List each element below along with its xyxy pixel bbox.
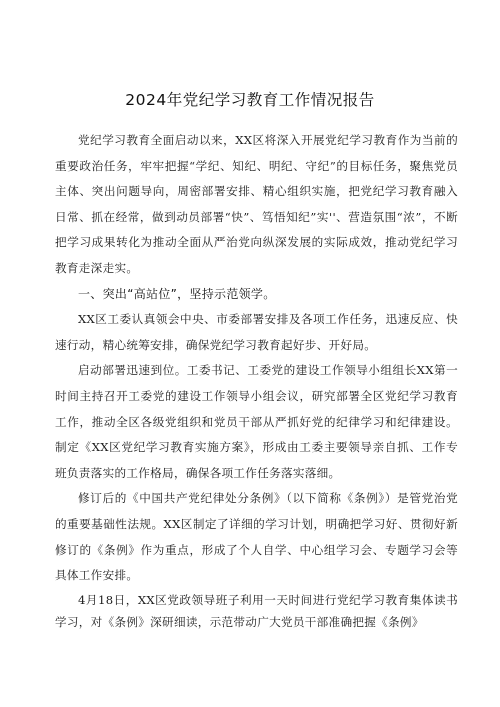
section-heading-1: 一、突出“高站位”，坚持示范领学。 <box>78 286 276 301</box>
paragraph-1: XX区工委认真领会中央、市委部署安排及各项工作任务，迅速反应、快速行动，精心统筹安排，确保党纪学习教育起好步、开好局。 <box>55 312 458 352</box>
paragraph-4: 4月18日，XX区党政领导班子利用一天时间进行党纪学习教育集体读书学习，对《条例》深研细读，示范带动广大党员干部准确把握《条例》 <box>55 592 458 629</box>
document-body <box>55 128 458 633</box>
document-title: 2024年党纪学习教育工作情况报告 <box>125 91 375 109</box>
paragraph-3: 修订后的《中国共产党纪律处分条例》（以下简称《条例》）是管党治党的重要基础性法规。XX区制定了详细的学习计划，明确把学习好、贯彻好新修订的《条例》作为重点，形成了个人自学、中心组学习会、专题学习会等具体工作安排。 <box>55 491 458 583</box>
paragraph-intro: 党纪学习教育全面启动以来，XX区将深入开展党纪学习教育作为当前的重要政治任务，牢牢把握“学纪、知纪、明纪、守纪”的目标任务，聚焦党员主体、突出问题导向，周密部署安排、精心组织实施，把党纪学习教育融入日常、抓在经常，做到动员部署“快”、笃悟知纪”实''、营造氛围“浓”，不断把学习成果转化为推动全面从严治党向纵深发展的实际成效，推动党纪学习教育走深走实。 <box>55 133 458 275</box>
paragraph-2: 启动部署迅速到位。工委书记、工委党的建设工作领导小组组长XX第一时间主持召开工委党的建设工作领导小组会议，研究部署全区党纪学习教育工作，推动全区各级党组织和党员干部从严抓好党的纪律学习和纪律建设。制定《XX区党纪学习教育实施方案》，形成由工委主要领导亲自抓、工作专班负责落实的工作格局，确保各项工作任务落实落细。 <box>55 363 458 480</box>
